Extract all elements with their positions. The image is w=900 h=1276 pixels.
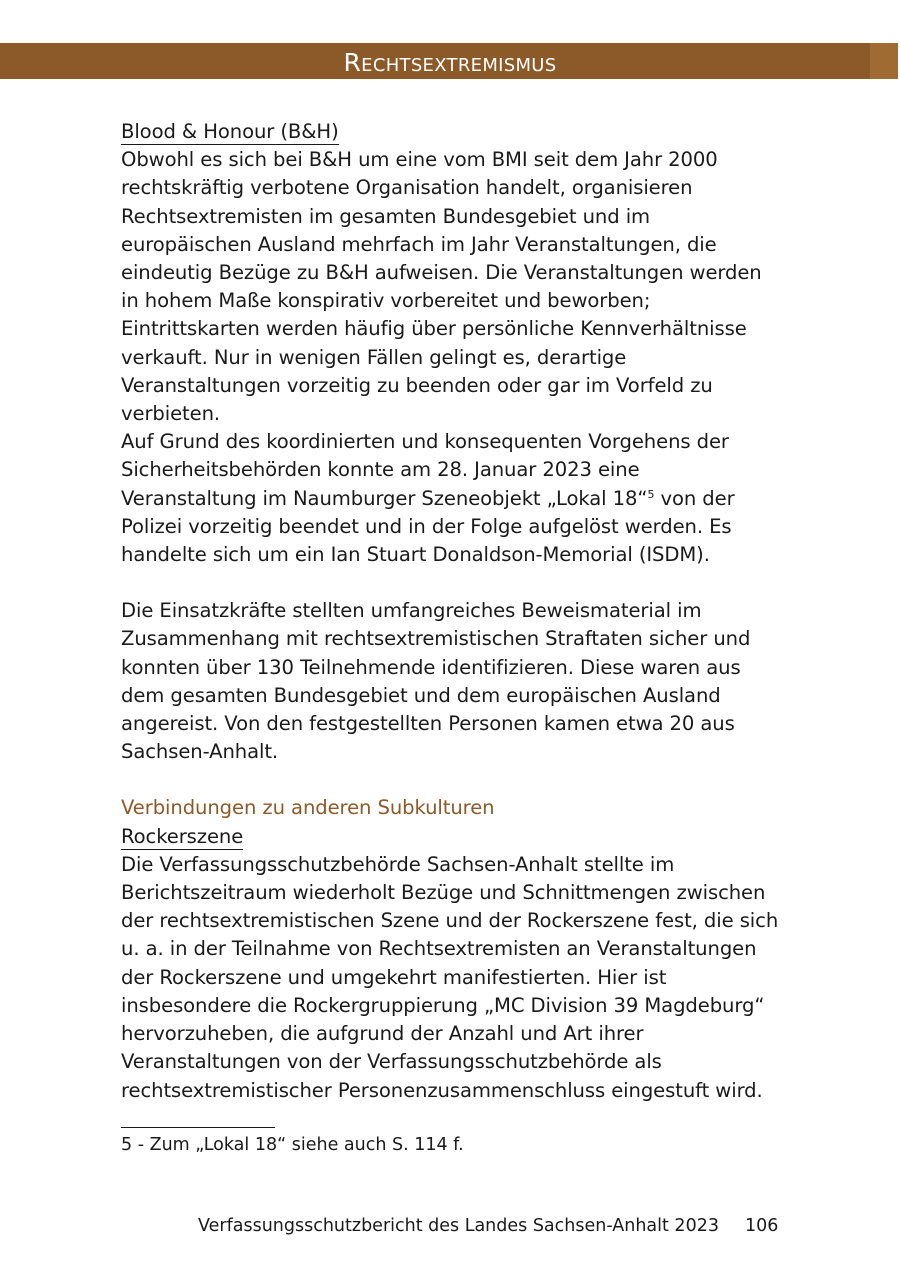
paragraph-rockerszene: Die Verfassungsschutzbehörde Sachsen-Anhalt stellte im Berichtszeitraum wiederholt Bezüge und Schnittmengen zwischen der rechtsextremistischen Szene und der Rockerszene fest, die sich u. a. in der Teilnahme von Rechtsextremisten an Veranstaltungen der Rockerszene und umgekehrt manifestierten. Hier ist insbesondere die Rockergruppierung „MC Division 39 Magdeburg“ hervorzuheben, die aufgrund der Anzahl und Art ihrer Veranstaltungen von der Verfassungsschutzbehörde als rechtsextremistischer Personenzusammenschluss eingestuft wird. (121, 852, 779, 1102)
paragraph-bh-evidence: Die Einsatzkräfte stellten umfangreiches Beweismaterial im Zusammenhang mit rechtsextremistischen Straftaten sicher und konnten über 130 Teilnehmende identifizieren. Diese waren aus dem gesamten Bundesgebiet und dem europäischen Ausland angereist. Von den festgestellten Personen kamen etwa 20 aus Sachsen-Anhalt. (121, 599, 751, 764)
footnote-ref: 5 (647, 487, 655, 501)
paragraph-bh-naumburg (121, 428, 781, 569)
footnote-divider (121, 1127, 275, 1128)
page-number: 106 (745, 1216, 779, 1236)
footer-title: Verfassungsschutzbericht des Landes Sachsen-Anhalt 2023 (198, 1216, 719, 1236)
paragraph-bh-intro: Obwohl es sich bei B&H um eine vom BMI seit dem Jahr 2000 rechtskräftig verbotene Organisation handelt, organisieren Rechtsextremisten im gesamten Bundesgebiet und im europäischen Ausland mehrfach im Jahr Veranstaltungen, die eindeutig Bezüge zu B&H aufweisen. Die Veranstaltungen werden in hohem Maße konspirativ vorbereitet und beworben; Eintrittskarten werden häufig über persönliche Kennverhältnisse verkauft. Nur in wenigen Fällen gelingt es, derartige Veranstaltungen vorzeitig zu beenden oder gar im Vorfeld zu verbieten. (121, 148, 762, 426)
main-content (121, 118, 781, 1105)
page-title: Rechtsextremismus (343, 48, 557, 77)
subheading-blood-honour: Blood & Honour (B&H) (121, 120, 339, 143)
paragraph-bh-naumburg-a: Auf Grund des koordinierten und konsequenten Vorgehens der Sicherheitsbehörden konnte am 28. Januar 2023 eine Veranstaltung im Naumburger Szeneobjekt „Lokal 18“ (121, 430, 729, 510)
paragraph-bh-naumburg-b: von der Polizei vorzeitig beendet und in der Folge aufgelöst werden. Es handelte sich um ein Ian Stuart Donaldson-Memorial (ISDM). (121, 486, 735, 567)
subheading-rockerszene: Rockerszene (121, 824, 244, 848)
footnote: 5 - Zum „Lokal 18“ siehe auch S. 114 f. (121, 1135, 464, 1155)
section-heading-subkulturen: Verbindungen zu anderen Subkulturen (121, 796, 495, 820)
